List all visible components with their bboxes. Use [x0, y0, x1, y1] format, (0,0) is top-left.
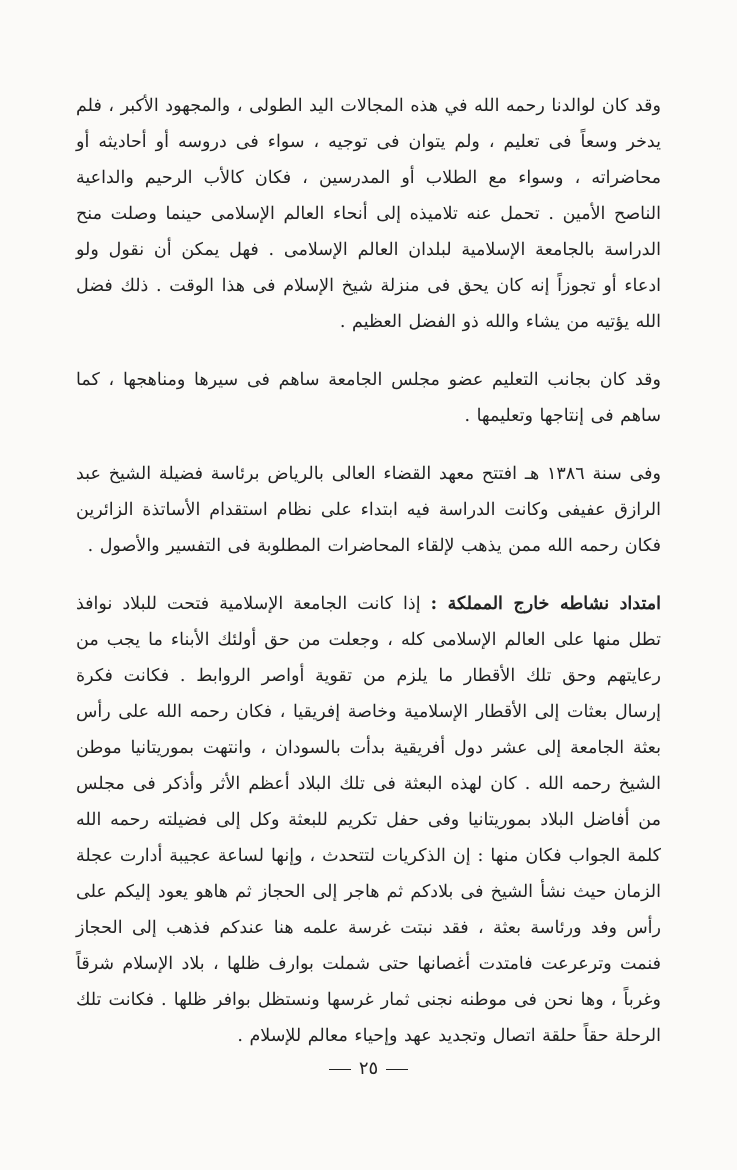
folio-dash-left	[329, 1069, 351, 1070]
paragraph-2	[76, 362, 661, 434]
page-number	[0, 1058, 737, 1079]
paragraph-4	[76, 586, 661, 1054]
folio-dash-right	[386, 1069, 408, 1070]
paragraph-1-text: وقد كان لوالدنا رحمه الله في هذه المجالات اليد الطولى ، والمجهود الأكبر ، فلم يدخر وسعاً فى تعليم ، ولم يتوان فى توجيه ، سواء فى دروسه أو أحاديثه أو محاضراته ، وسواء مع الطلاب أو المدرسين ، فكان كالأب الرحيم والداعية الناصح الأمين . تحمل عنه تلاميذه إلى أنحاء العالم الإسلامى حينما وصلت منح الدراسة بالجامعة الإسلامية لبلدان العالم الإسلامى . فهل يمكن أن نقول ولو ادعاء أو تجوزاً إنه كان يحق فى منزلة شيخ الإسلام فى هذا الوقت . ذلك فضل الله يؤتيه من يشاء والله ذو الفضل العظيم .	[76, 96, 661, 332]
section-heading: امتداد نشاطه خارج المملكة :	[430, 594, 661, 614]
paragraph-4-text: إذا كانت الجامعة الإسلامية فتحت للبلاد نوافذ تطل منها على العالم الإسلامى كله ، وجعلت من حق أولئك الأبناء ما يجب من رعايتهم وحق تلك الأقطار ما يلزم من تقوية أواصر الروابط . فكانت فكرة إرسال بعثات إلى الأقطار الإسلامية وخاصة إفريقيا ، فكان رحمه الله على رأس بعثة الجامعة إلى عشر دول أفريقية بدأت بالسودان ، وانتهت بموريتانيا موطن الشيخ رحمه الله . كان لهذه البعثة فى تلك البلاد أعظم الأثر وأذكر فى مجلس من أفاضل البلاد بموريتانيا وفى حفل تكريم للبعثة وكل إلى فضيلته رحمه الله كلمة الجواب فكان منها : إن الذكريات لتتحدث ، وإنها لساعة عجيبة أدارت عجلة الزمان حيث نشأ الشيخ فى بلادكم ثم هاجر إلى الحجاز ثم هاهو يعود إليكم على رأس وفد ورئاسة بعثة ، فقد نبتت غرسة علمه هنا عندكم فذهب إلى الحجاز فنمت وترعرعت فامتدت أغصانها حتى شملت بوارف ظلها ، بلاد الإسلام شرقاً وغرباً ، وها نحن فى موطنه نجنى ثمار غرسها ونستظل بوافر ظلها . فكانت تلك الرحلة حقاً حلقة اتصال وتجديد عهد وإحياء معالم للإسلام .	[76, 594, 661, 1046]
paragraph-2-text: وقد كان بجانب التعليم عضو مجلس الجامعة ساهم فى سيرها ومناهجها ، كما ساهم فى إنتاجها وتعليمها .	[76, 370, 661, 426]
paragraph-3-text: وفى سنة ١٣٨٦ هـ افتتح معهد القضاء العالى بالرياض برئاسة فضيلة الشيخ عبد الرازق عفيفى وكانت الدراسة فيه ابتداء على نظام استقدام الأساتذة الزائرين فكان رحمه الله ممن يذهب لإلقاء المحاضرات المطلوبة فى التفسير والأصول .	[76, 464, 661, 556]
page-number-text: ٢٥	[358, 1058, 379, 1079]
paragraph-1	[76, 88, 661, 340]
paragraph-3	[76, 456, 661, 564]
